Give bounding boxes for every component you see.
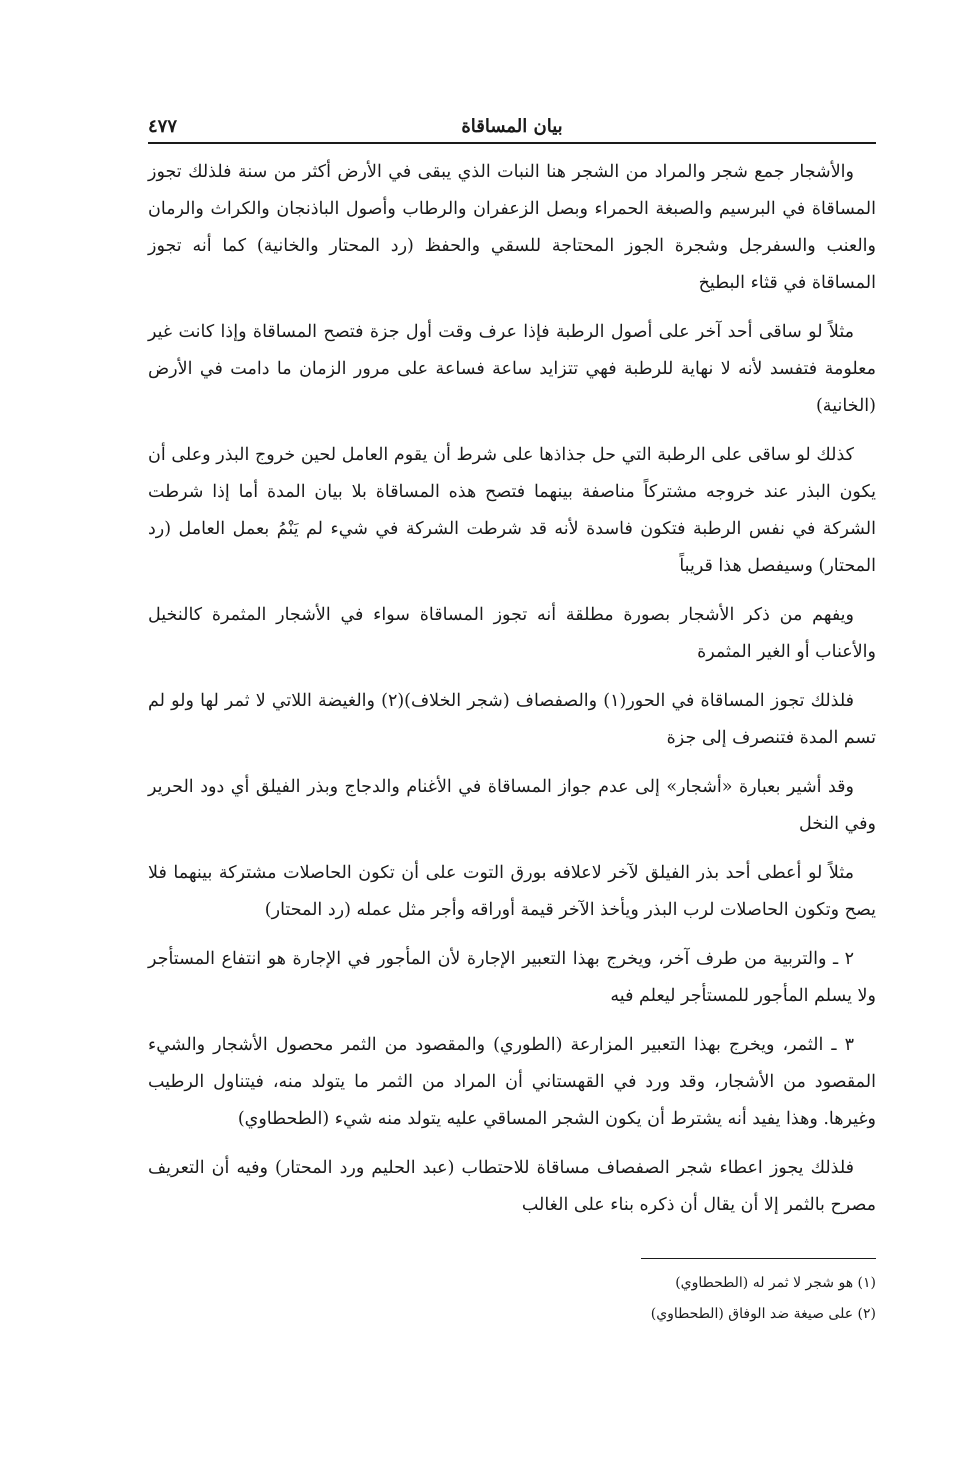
paragraph-1: والأشجار جمع شجر والمراد من الشجر هنا النبات الذي يبقى في الأرض أكثر من سنة فلذلك تجوز المساقاة في البرسيم والصبغة الحمراء وبصل الزعفران والرطاب وأصول الباذنجان والكراث والرمان والعنب والسفرجل وشجرة الجوز المحتاجة للسقي والحفظ (رد المحتار والخانية) كما أنه تجوز المساقاة في قثاء البطيخ — [148, 162, 876, 293]
paragraph-9: ٣ ـ الثمر، ويخرج بهذا التعبير المزارعة (الطوري) والمقصود من الثمر محصول الأشجار والشيء المقصود من الأشجار، وقد ورد في القهستاني أن المراد من الثمر ما يتولد منه، فيتناول الرطيب وغيرها. وهذا يفيد أنه يشترط أن يكون الشجر المساقي عليه يتولد منه شيء (الطحطاوي) — [148, 1035, 876, 1129]
paragraph-2: مثلاً لو ساقى أحد آخر على أصول الرطبة فإذا عرف وقت أول جزة فتصح المساقاة وإذا كانت غير معلومة فتفسد لأنه لا نهاية للرطبة فهي تتزايد ساعة فساعة على مرور الزمان ما دامت في الأرض (الخانية) — [148, 322, 876, 416]
paragraph-5: فلذلك تجوز المساقاة في الحور(١) والصفصاف (شجر الخلاف)(٢) والغيضة اللاتي لا ثمر لها ولو لم تسم المدة فتنصرف إلى جزة — [148, 691, 876, 748]
paragraph-4: ويفهم من ذكر الأشجار بصورة مطلقة أنه تجوز المساقاة سواء في الأشجار المثمرة كالنخيل والأعناب أو الغير المثمرة — [148, 605, 876, 662]
page-header — [148, 108, 876, 144]
footnote-1: (١) هو شجر لا ثمر له (الطحطاوي) — [675, 1275, 876, 1291]
paragraph-8: ٢ ـ والتربية من طرف آخر، ويخرج بهذا التعبير الإجارة لأن المأجور في الإجارة هو انتفاع المستأجر ولا يسلم المأجور للمستأجر ليعلم فيه — [148, 949, 876, 1006]
book-page — [148, 108, 876, 1333]
running-title: بيان المساقاة — [461, 116, 563, 137]
page-number: ٤٧٧ — [148, 116, 178, 137]
paragraph-10: فلذلك يجوز اعطاء شجر الصفصاف مساقاة للاحتطاب (عبد الحليم ورد المحتار) وفيه أن التعريف مصرح بالثمر إلا أن يقال أن ذكره بناء على الغالب — [148, 1158, 876, 1215]
paragraph-7: مثلاً لو أعطى أحد بذر الفيلق لآخر لاعلافه بورق التوت على أن تكون الحاصلات مشتركة بينهما فلا يصح وتكون الحاصلات لرب البذر ويأخذ الآخر قيمة أوراقه وأجر مثل عمله (رد المحتار) — [148, 863, 876, 920]
paragraph-3: كذلك لو ساقى على الرطبة التي حل جذاذها على شرط أن يقوم العامل لحين خروج البذر وعلى أن يكون البذر عند خروجه مشتركاً مناصفة بينهما فتصح هذه المساقاة بلا بيان المدة أما إذا شرطت الشركة في نفس الرطبة فتكون فاسدة لأنه قد شرطت الشركة في شيء لم يَنْمُ بعمل العامل (رد المحتار) وسيفصل هذا قريباً — [148, 445, 876, 576]
body-text — [148, 154, 876, 1224]
footnote-2: (٢) على صيغة ضد الوفاق (الطحطاوي) — [650, 1306, 876, 1322]
footnotes — [148, 1271, 876, 1327]
footnote-divider — [641, 1258, 876, 1259]
paragraph-6: وقد أشير بعبارة «أشجار» إلى عدم جواز المساقاة في الأغنام والدجاج وبذر الفيلق أي دود الحرير وفي النخل — [148, 777, 876, 834]
